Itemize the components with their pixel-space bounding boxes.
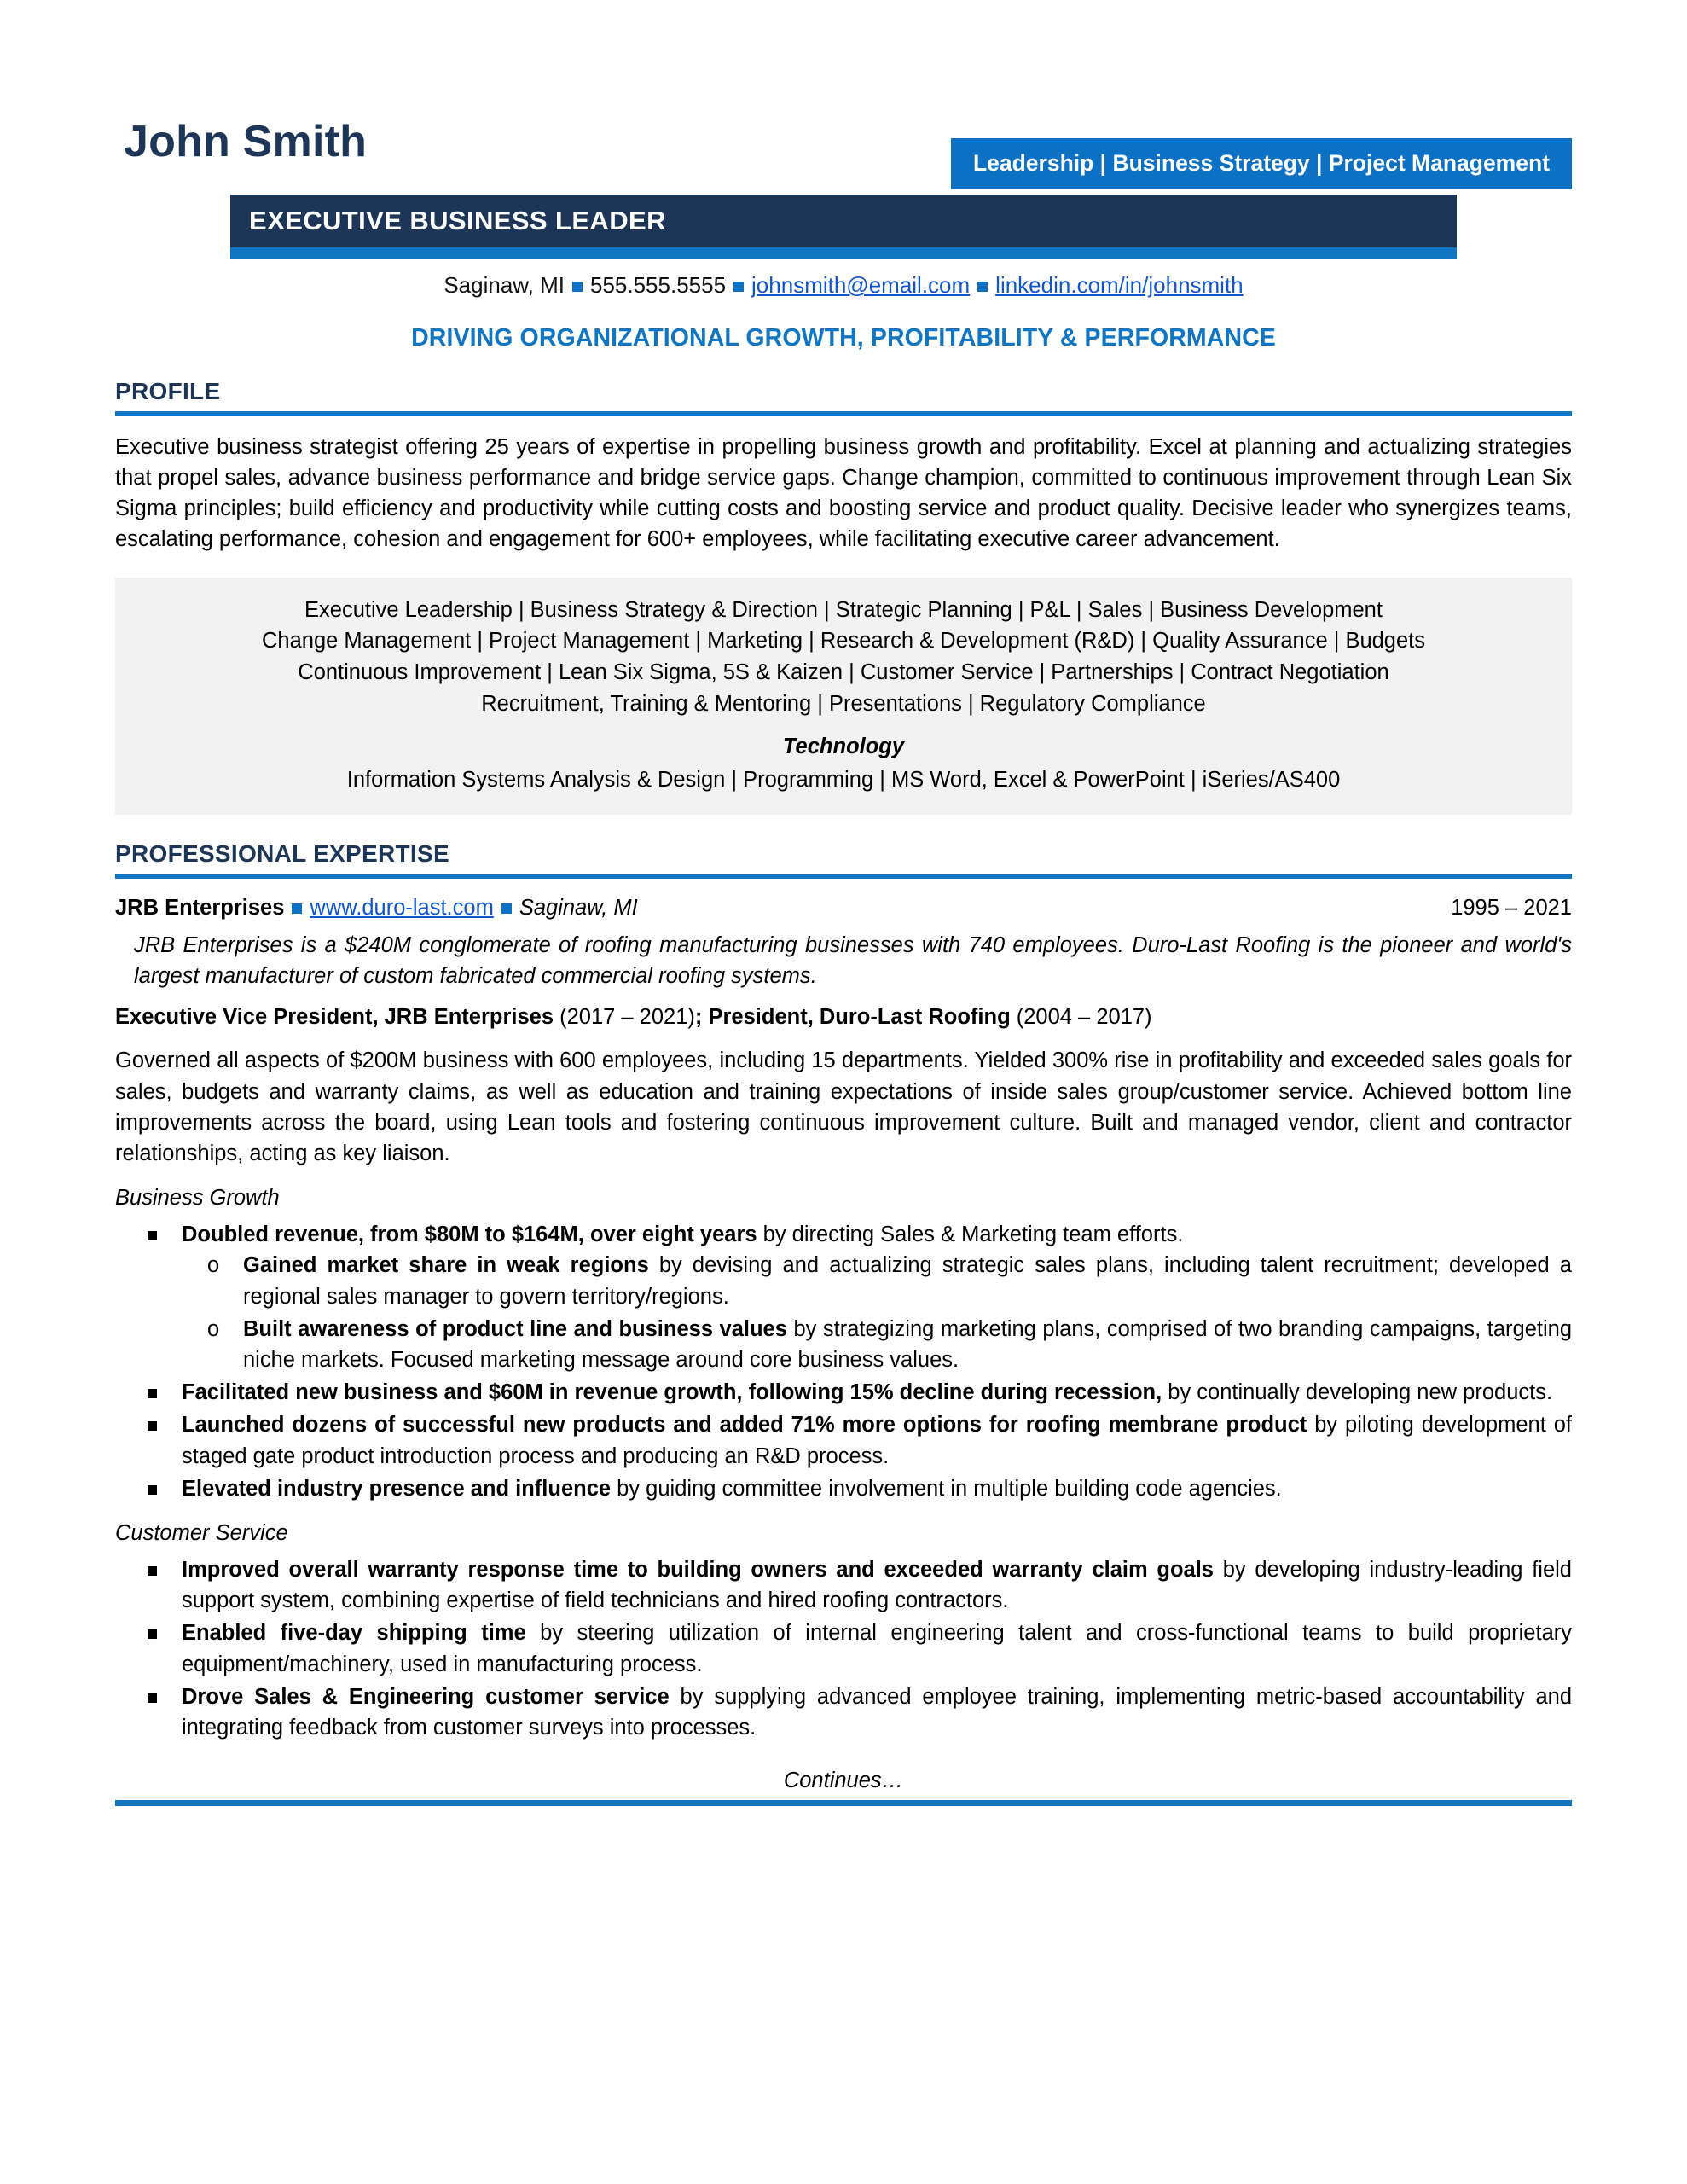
core-competencies-box	[115, 578, 1572, 815]
header-accent-rule	[230, 247, 1457, 259]
square-separator-icon	[977, 282, 988, 292]
section-heading-profile: PROFILE	[115, 378, 1572, 416]
competency-line: Recruitment, Training & Mentoring | Presentations | Regulatory Compliance	[481, 691, 1206, 716]
contact-linkedin-link[interactable]: linkedin.com/in/johnsmith	[995, 272, 1244, 298]
list-item	[182, 1250, 1572, 1311]
technology-line: Information Systems Analysis & Design | Programming | MS Word, Excel & PowerPoint | iSeries/AS400	[346, 768, 1341, 793]
list-item	[115, 1554, 1572, 1616]
square-bullet-icon	[148, 1693, 157, 1703]
bullet-group-label: Customer Service	[115, 1520, 288, 1545]
bullet-rest: by devising and actualizing strategic sales plans, including talent recruitment; developed a regional sales manager to govern territory/regions.	[243, 1253, 1572, 1309]
bullet-rest: by piloting development of staged gate product introduction process and producing an R&D process.	[182, 1413, 1572, 1468]
contact-email-link[interactable]: johnsmith@email.com	[751, 272, 971, 298]
square-separator-icon	[733, 282, 744, 292]
technology-heading: Technology	[782, 735, 905, 759]
list-item	[115, 1409, 1572, 1471]
bullet-bold: Launched dozens of successful new products and added 71% more options for roofing membrane product	[182, 1413, 1307, 1438]
square-bullet-icon	[148, 1566, 157, 1576]
company-description: JRB Enterprises is a $240M conglomerate of roofing manufacturing businesses with 740 employees. Duro-Last Roofing is the pioneer and world's largest manufacturer of custom fabricated commercial roofing systems.	[134, 932, 1572, 988]
bullet-rest: by strategizing marketing plans, comprised of two branding campaigns, targeting niche markets. Focused marketing message around core business values.	[243, 1316, 1572, 1372]
header-tagline-box: Leadership | Business Strategy | Project Management	[951, 138, 1572, 189]
bullet-bold: Improved overall warranty response time to building owners and exceeded warranty claim goals	[182, 1557, 1214, 1582]
bullet-rest: by directing Sales & Marketing team efforts.	[757, 1223, 1184, 1247]
candidate-name: John Smith	[124, 117, 368, 166]
company-location: Saginaw, MI	[519, 895, 638, 920]
list-item	[115, 1618, 1572, 1679]
contact-line	[115, 271, 1572, 300]
job-header-row	[115, 896, 1572, 921]
bullet-bold: Drove Sales & Engineering customer service	[182, 1684, 670, 1709]
list-item	[182, 1314, 1572, 1375]
contact-phone: 555.555.5555	[589, 272, 727, 298]
bullet-group-label: Business Growth	[115, 1186, 280, 1211]
footer-rule	[115, 1800, 1572, 1806]
bullet-bold: Facilitated new business and $60M in revenue growth, following 15% decline during recession,	[182, 1380, 1162, 1405]
square-bullet-icon	[148, 1231, 157, 1240]
bullet-rest: by supplying advanced employee training, implementing metric-based accountability and integrating feedback from customer surveys into processes.	[182, 1684, 1573, 1740]
contact-location: Saginaw, MI	[443, 272, 565, 298]
role-summary: Governed all aspects of $200M business with 600 employees, including 15 departments. Yielded 300% rise in profitability and exceeded sales goals for sales, budgets and warranty claims, as well as education and training expectations of inside sales group/customer service. Achieved bottom line improvements across the board, using Lean tools and fostering continuous improvement culture. Built and managed vendor, client and contractor relationships, acting as key liaison.	[115, 1048, 1572, 1165]
bullet-bold: Enabled five-day shipping time	[182, 1621, 526, 1646]
list-item	[115, 1219, 1572, 1375]
role-title-1: Executive Vice President, JRB Enterprises	[115, 1005, 554, 1030]
bullet-list	[115, 1554, 1572, 1743]
list-item	[115, 1682, 1572, 1743]
bullet-rest: by continually developing new products.	[1162, 1380, 1553, 1405]
sub-bullet-list	[182, 1250, 1572, 1375]
bullet-bold: Elevated industry presence and influence	[182, 1476, 612, 1501]
bullet-bold: Built awareness of product line and business values	[243, 1316, 787, 1341]
competency-line: Continuous Improvement | Lean Six Sigma, 5S & Kaizen | Customer Service | Partnerships | Contract Negotiation	[298, 660, 1389, 685]
square-bullet-icon	[148, 1421, 157, 1431]
square-bullet-icon	[148, 1389, 157, 1398]
job-dates: 1995 – 2021	[1451, 895, 1572, 920]
role-title-2: President, Duro-Last Roofing	[708, 1005, 1011, 1030]
role-separator: ;	[694, 1005, 709, 1030]
bullet-rest: by guiding committee involvement in multiple building code agencies.	[611, 1476, 1282, 1501]
role-dates-2: (2004 – 2017)	[1010, 1005, 1152, 1030]
square-separator-icon	[501, 903, 512, 914]
continues-label: Continues…	[783, 1769, 904, 1793]
bullet-list	[115, 1219, 1572, 1504]
job-title-bar	[230, 195, 1457, 247]
job-title-text: EXECUTIVE BUSINESS LEADER	[249, 206, 666, 235]
bullet-bold: Gained market share in weak regions	[243, 1253, 649, 1278]
profile-text: Executive business strategist offering 25 years of expertise in propelling business growth and profitability. Excel at planning and actualizing strategies that propel sales, advance business performance and bridge service gaps. Change champion, committed to continuous improvement through Lean Six Sigma principles; build efficiency and productivity while cutting costs and boosting service and product quality. Decisive leader who synergizes teams, escalating performance, cohesion and engagement for 600+ employees, while facilitating executive career advancement.	[115, 434, 1572, 552]
square-separator-icon	[572, 282, 583, 292]
role-dates-1: (2017 – 2021)	[554, 1005, 695, 1030]
resume-header	[115, 0, 1572, 235]
competency-line: Executive Leadership | Business Strategy & Direction | Strategic Planning | P&L | Sales | Business Development	[304, 597, 1383, 622]
circle-bullet-icon: o	[207, 1253, 220, 1278]
list-item	[115, 1473, 1572, 1504]
bullet-rest: by developing industry-leading field support system, combining expertise of field technicians and hired roofing contractors.	[182, 1557, 1572, 1613]
square-bullet-icon	[148, 1629, 157, 1639]
bullet-rest: by steering utilization of internal engineering talent and cross-functional teams to build proprietary equipment/machinery, used in manufacturing process.	[182, 1621, 1572, 1676]
company-name: JRB Enterprises	[115, 895, 285, 920]
square-bullet-icon	[148, 1485, 157, 1495]
circle-bullet-icon: o	[207, 1316, 220, 1341]
headline-statement: DRIVING ORGANIZATIONAL GROWTH, PROFITABILITY & PERFORMANCE	[411, 323, 1276, 351]
square-separator-icon	[292, 903, 302, 914]
section-heading-experience: PROFESSIONAL EXPERTISE	[115, 840, 1572, 879]
role-title-line	[115, 1005, 1572, 1030]
company-website-link[interactable]: www.duro-last.com	[310, 895, 494, 920]
bullet-bold: Doubled revenue, from $80M to $164M, over eight years	[182, 1223, 757, 1247]
job-header-left	[115, 896, 638, 921]
list-item	[115, 1377, 1572, 1408]
competency-line: Change Management | Project Management | Marketing | Research & Development (R&D) | Quality Assurance | Budgets	[261, 629, 1426, 653]
